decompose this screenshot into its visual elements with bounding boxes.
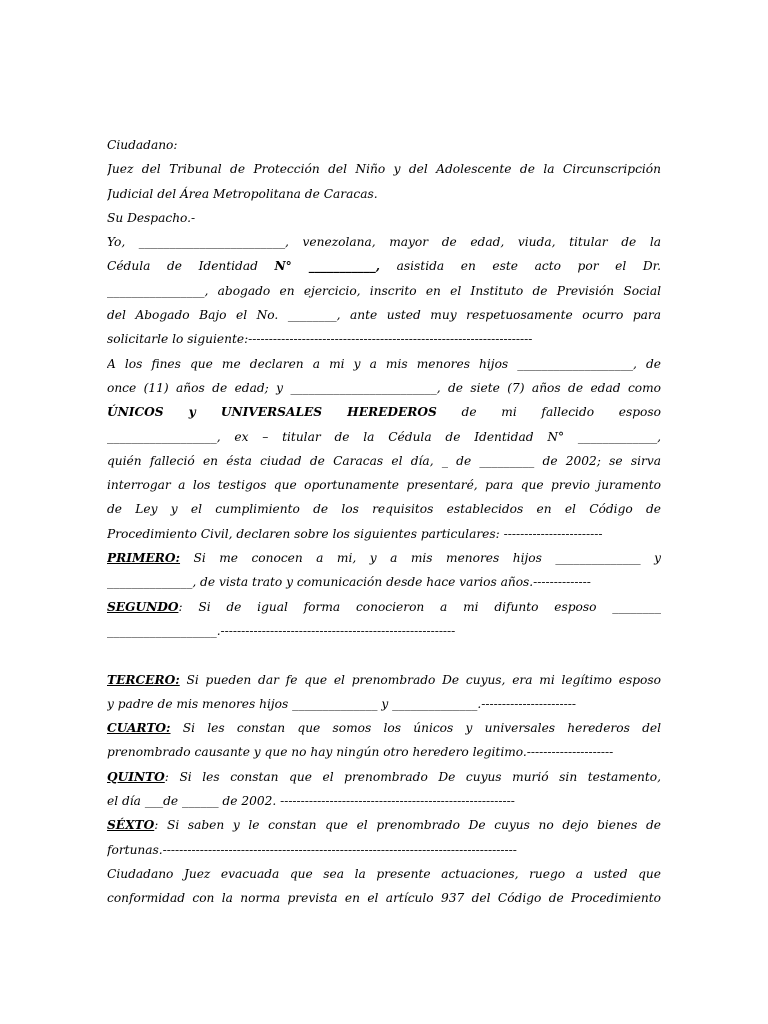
tercero-line-1 [107, 668, 661, 692]
clause-quinto [107, 765, 661, 814]
intro-paragraph [107, 230, 661, 351]
closing-line-2: conformidad con la norma prevista en el artículo 937 del Código de Procedimiento [107, 891, 661, 906]
request-line-8: Procedimiento Civil, declaren sobre los siguientes particulares: ------------------------ [107, 526, 603, 541]
paragraph-gap [107, 643, 661, 667]
quinto-label: QUINTO [107, 769, 165, 784]
sexto-label: SÉXTO [107, 818, 155, 833]
intro-line-2 [107, 254, 661, 278]
quinto-text: : Si les constan que el prenombrado De cuyus murió sin testamento, [164, 769, 661, 784]
cuarto-text: Si les constan que somos los únicos y universales herederos del [170, 721, 661, 736]
tercero-text: Si pueden dar fe que el prenombrado De cuyus, era mi legítimo esposo [179, 672, 661, 687]
quinto-line-2: el día ___de ______ de 2002. --------------------------------------------------------- [107, 794, 515, 809]
request-line-3 [107, 400, 661, 424]
intro-id-number: N° ___________, [274, 259, 381, 274]
clause-sexto [107, 813, 661, 862]
sexto-text: : Si saben y le constan que el prenombrado De cuyus no dejo bienes de [154, 818, 661, 833]
intro-line-2-rest: asistida en este acto por el Dr. [380, 259, 661, 274]
request-line-5: quién falleció en ésta ciudad de Caracas el día, _ de _________ de 2002; se sirva [107, 453, 661, 468]
primero-line-2: ______________, de vista trato y comunicación desde hace varios años.-------------- [107, 575, 591, 590]
segundo-line-1 [107, 595, 661, 619]
clause-tercero [107, 668, 661, 717]
heading-despacho: Su Despacho.- [107, 210, 196, 225]
request-line-7: de Ley y el cumplimiento de los requisitos establecidos en el Código de [107, 502, 661, 517]
segundo-label: SEGUNDO [107, 599, 179, 614]
primero-label: PRIMERO: [107, 551, 181, 566]
heading-court-line-1: Juez del Tribunal de Protección del Niño y del Adolescente de la Circunscripción [107, 162, 661, 177]
clause-cuarto [107, 716, 661, 765]
cuarto-line-1 [107, 716, 661, 740]
intro-line-1: Yo, ________________________, venezolana, mayor de edad, viuda, titular de la [107, 235, 661, 250]
tercero-line-2: y padre de mis menores hijos ______________ y ______________.----------------------- [107, 696, 576, 711]
document-body [107, 133, 661, 911]
segundo-text: : Si de igual forma conocieron a mi difunto esposo ________ [178, 599, 661, 614]
primero-text: Si me conocen a mi, y a mis menores hijos ______________ y [180, 551, 661, 566]
intro-line-4: del Abogado Bajo el No. ________, ante usted muy respetuosamente ocurro para [107, 308, 661, 323]
closing-paragraph [107, 862, 661, 911]
request-line-3-rest: de mi fallecido esposo [436, 405, 661, 420]
heirs-title: ÚNICOS y UNIVERSALES HEREDEROS [107, 405, 437, 420]
segundo-line-2: __________________.--------------------------------------------------------- [107, 623, 456, 638]
clause-segundo [107, 595, 661, 644]
cuarto-label: CUARTO: [107, 721, 171, 736]
intro-line-2-text: Cédula de Identidad [107, 259, 275, 274]
heading-block [107, 133, 661, 230]
primero-line-1 [107, 546, 661, 570]
closing-line-1: Ciudadano Juez evacuada que sea la presente actuaciones, ruego a usted que [107, 866, 661, 881]
heading-addressee: Ciudadano: [107, 138, 178, 152]
intro-line-5: solicitarle lo siguiente:--------------------------------------------------------------------- [107, 332, 533, 347]
request-line-4: __________________, ex – titular de la Cédula de Identidad N° _____________, [107, 429, 661, 444]
cuarto-line-2: prenombrado causante y que no hay ningún otro heredero legitimo.--------------------- [107, 745, 614, 760]
request-line-2: once (11) años de edad; y ________________________, de siete (7) años de edad como [107, 380, 661, 395]
clause-primero [107, 546, 661, 595]
sexto-line-1 [107, 813, 661, 837]
request-line-6: interrogar a los testigos que oportunamente presentaré, para que previo juramento [107, 478, 661, 493]
quinto-line-1 [107, 765, 661, 789]
heading-court-line-2: Judicial del Área Metropolitana de Caracas. [107, 186, 378, 201]
intro-line-3: ________________, abogado en ejercicio, inscrito en el Instituto de Previsión Social [107, 283, 661, 298]
sexto-line-2: fortunas.-------------------------------------------------------------------------------------- [107, 842, 517, 857]
request-line-1: A los fines que me declaren a mi y a mis menores hijos ___________________, de [107, 356, 661, 371]
request-paragraph [107, 352, 661, 546]
tercero-label: TERCERO: [107, 672, 180, 687]
